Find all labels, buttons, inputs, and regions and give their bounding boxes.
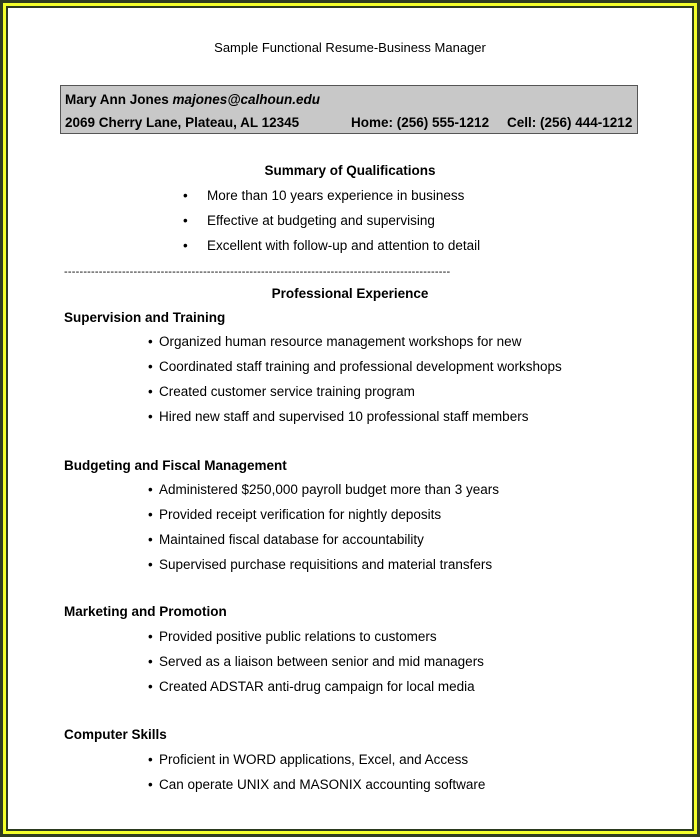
summary-heading: Summary of Qualifications <box>264 163 436 178</box>
frame-border-inner <box>6 6 694 831</box>
list-item: • Created ADSTAR anti-drug campaign for local media <box>148 679 484 704</box>
list-item: • Coordinated staff training and professional development workshops <box>148 359 562 384</box>
marketing-list <box>148 629 484 704</box>
list-item: • Created customer service training program <box>148 384 562 409</box>
list-item: • Provided positive public relations to customers <box>148 629 484 654</box>
contact-cell-phone: Cell: (256) 444-1212 <box>507 115 633 130</box>
section-title-computer: Computer Skills <box>64 727 167 742</box>
list-item: • Maintained fiscal database for accountability <box>148 532 499 557</box>
list-item: • Organized human resource management workshops for new <box>148 334 562 359</box>
contact-box <box>60 85 638 134</box>
summary-list <box>183 188 480 263</box>
document-title: Sample Functional Resume-Business Manager <box>214 40 486 55</box>
budgeting-list <box>148 482 499 582</box>
list-item: • Administered $250,000 payroll budget more than 3 years <box>148 482 499 507</box>
frame-border-yellow <box>3 3 697 834</box>
list-item: • Hired new staff and supervised 10 professional staff members <box>148 409 562 434</box>
divider: ---------------------------------------------------------------------------------------------------- <box>64 266 451 278</box>
list-item: • Can operate UNIX and MASONIX accounting software <box>148 777 485 802</box>
computer-list <box>148 752 485 802</box>
experience-heading: Professional Experience <box>271 286 429 301</box>
contact-home-phone: Home: (256) 555-1212 <box>351 115 490 130</box>
contact-name-row <box>65 92 320 107</box>
section-title-supervision: Supervision and Training <box>64 310 226 325</box>
list-item: • Proficient in WORD applications, Excel, and Access <box>148 752 485 777</box>
list-item: • Served as a liaison between senior and mid managers <box>148 654 484 679</box>
section-title-marketing: Marketing and Promotion <box>64 604 227 619</box>
list-item: • Provided receipt verification for nightly deposits <box>148 507 499 532</box>
section-title-budgeting: Budgeting and Fiscal Management <box>64 458 287 473</box>
contact-address: 2069 Cherry Lane, Plateau, AL 12345 <box>65 115 300 130</box>
contact-name: Mary Ann Jones <box>65 92 169 107</box>
list-item: • Effective at budgeting and supervising <box>183 213 480 238</box>
list-item: • Supervised purchase requisitions and material transfers <box>148 557 499 582</box>
contact-email: majones@calhoun.edu <box>172 92 320 107</box>
list-item: • Excellent with follow-up and attention to detail <box>183 238 480 263</box>
list-item: • More than 10 years experience in business <box>183 188 480 213</box>
supervision-list <box>148 334 562 434</box>
resume-page <box>8 8 692 829</box>
